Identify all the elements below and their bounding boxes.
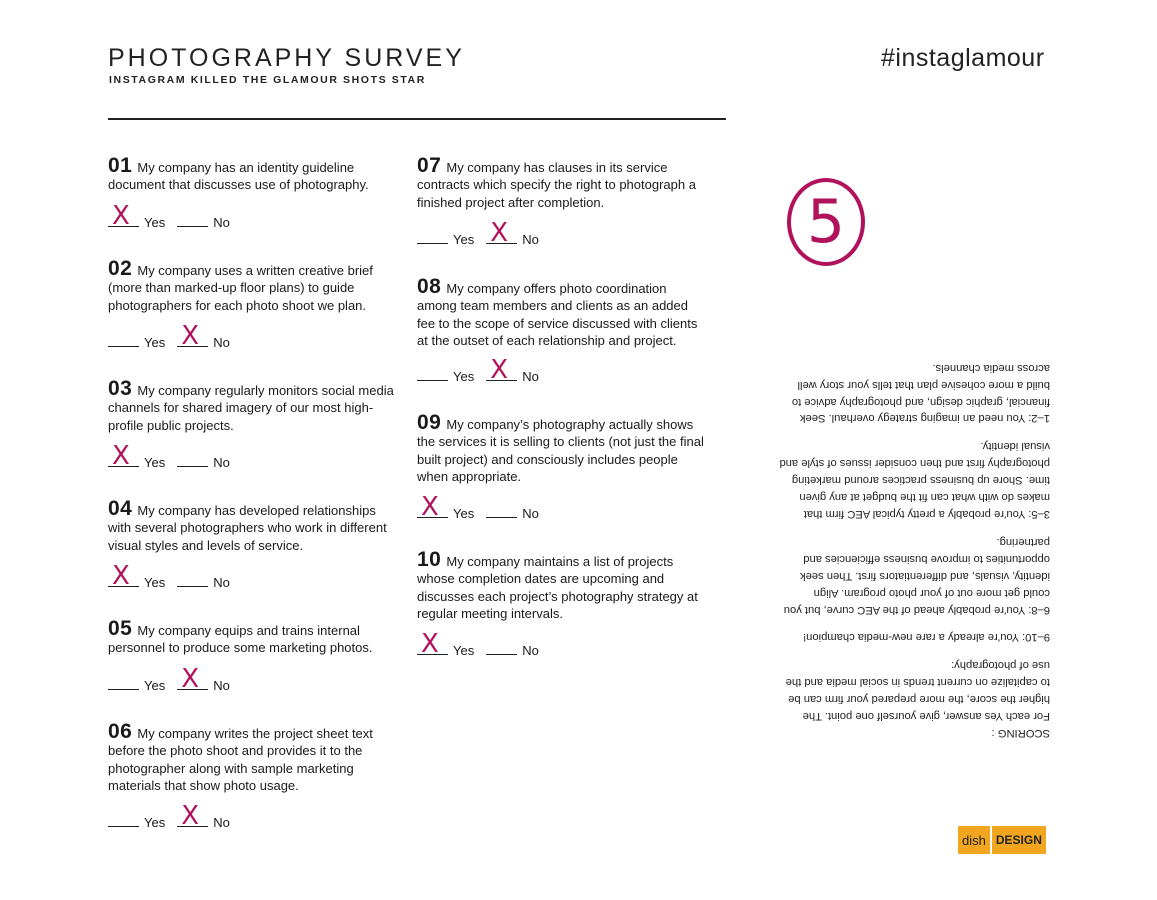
answer-row <box>417 629 539 661</box>
dish-design-logo <box>958 826 1049 854</box>
yes-label: Yes <box>453 643 475 658</box>
answer-row <box>108 801 230 833</box>
no-blank <box>177 573 208 587</box>
yes-option[interactable] <box>417 367 474 384</box>
yes-option[interactable] <box>417 629 475 659</box>
no-blank <box>486 355 517 385</box>
question-number: 08 <box>417 275 442 298</box>
question-08 <box>417 275 709 349</box>
x-mark-icon: X <box>112 561 130 591</box>
question-number: 05 <box>108 617 133 640</box>
yes-label: Yes <box>144 575 166 590</box>
question-number: 01 <box>108 154 133 177</box>
answer-row <box>108 561 230 593</box>
question-text: My company maintains a list of projects whose completion dates are upcoming and discusses each project’s photography strategy at regular meeting intervals. <box>417 554 698 621</box>
question-number: 04 <box>108 497 133 520</box>
no-label: No <box>213 815 230 830</box>
x-mark-icon: X <box>181 801 200 831</box>
question-10 <box>417 548 709 622</box>
question-09 <box>417 411 709 485</box>
scoring-intro: For each Yes answer, give yourself one point. The higher the score, the more prepared your firm can be to capitalize on current trends in social media and the use of photography: <box>785 659 1050 723</box>
x-mark-icon: X <box>181 321 200 351</box>
yes-option[interactable] <box>108 201 166 231</box>
answer-row <box>108 664 230 696</box>
x-mark-icon: X <box>421 629 439 659</box>
no-label: No <box>213 215 230 230</box>
yes-blank <box>417 492 448 522</box>
scoring-tier: 6–8: You’re probably ahead of the AEC curve, but you could get more out of your photo program. Align identity, visuals, and differentiators first. Then seek opportunities to improve business efficiencies and partnering. <box>783 536 1050 616</box>
no-option[interactable] <box>486 504 539 521</box>
question-text: My company equips and trains internal personnel to produce some marketing photos. <box>108 623 373 656</box>
x-mark-icon: X <box>490 218 509 248</box>
scoring-block <box>776 348 1050 741</box>
logo-design: DESIGN <box>990 826 1046 854</box>
question-text: My company has developed relationships with several photographers who work in different visual styles and levels of service. <box>108 503 387 553</box>
no-blank <box>177 664 208 694</box>
no-option[interactable] <box>177 573 230 590</box>
x-mark-icon: X <box>490 355 509 385</box>
answer-row <box>108 321 230 353</box>
question-text: My company regularly monitors social media channels for shared imagery of our most high-profile public projects. <box>108 383 394 433</box>
header-rule <box>108 118 726 120</box>
question-number: 03 <box>108 377 133 400</box>
scoring-tier: 1–2: You need an imaging strategy overhaul. Seek financial, graphic design, and photography advice to build a more cohesive plan that tells your story well across media channels. <box>791 361 1050 425</box>
question-07 <box>417 154 709 211</box>
yes-blank <box>108 441 139 471</box>
no-label: No <box>522 506 539 521</box>
hashtag: #instaglamour <box>881 44 1045 72</box>
yes-label: Yes <box>144 815 166 830</box>
yes-blank <box>108 201 139 231</box>
logo-dish: dish <box>958 826 990 854</box>
no-label: No <box>213 575 230 590</box>
question-number: 02 <box>108 257 133 280</box>
answer-row <box>108 201 230 233</box>
yes-option[interactable] <box>108 813 165 830</box>
yes-option[interactable] <box>417 230 474 247</box>
no-option[interactable] <box>177 453 230 470</box>
scoring-tier: 3–5: You’re probably a pretty typical AEC firm that makes do with what can fit the budget at any given time. Shore up business practices around marketing photography first and then consider issues of style and visual identity. <box>779 440 1050 521</box>
question-number: 07 <box>417 154 442 177</box>
x-mark-icon: X <box>181 664 200 694</box>
answer-row <box>417 492 539 524</box>
page-title: PHOTOGRAPHY SURVEY <box>108 44 465 72</box>
question-04 <box>108 497 400 554</box>
score-value: 5 <box>806 187 846 257</box>
question-text: My company writes the project sheet text before the photo shoot and provides it to the photographer along with sample marketing materials that show photo usage. <box>108 726 373 793</box>
question-03 <box>108 377 400 434</box>
answer-row <box>108 441 230 473</box>
no-option[interactable] <box>177 321 230 351</box>
yes-label: Yes <box>453 506 475 521</box>
no-blank <box>177 801 208 831</box>
no-blank <box>177 453 208 467</box>
question-text: My company’s photography actually shows the services it is selling to clients (not just the final built project) and consciously includes people when appropriate. <box>417 417 704 484</box>
question-text: My company has clauses in its service contracts which specify the right to photograph a finished project after completion. <box>417 160 696 210</box>
yes-label: Yes <box>144 455 166 470</box>
x-mark-icon: X <box>421 492 439 522</box>
question-number: 09 <box>417 411 442 434</box>
no-option[interactable] <box>177 664 230 694</box>
yes-label: Yes <box>144 335 166 350</box>
no-blank <box>177 213 208 227</box>
yes-blank <box>108 333 139 347</box>
yes-blank <box>108 813 139 827</box>
scoring-heading: SCORING : <box>991 727 1050 740</box>
no-label: No <box>213 335 230 350</box>
yes-label: Yes <box>453 232 475 247</box>
no-label: No <box>213 455 230 470</box>
score-circle <box>787 178 865 266</box>
no-option[interactable] <box>177 213 230 230</box>
scoring-tier: 9–10: You’re already a rare new-media champion! <box>803 631 1050 644</box>
yes-blank <box>417 367 448 381</box>
answer-row <box>417 218 539 250</box>
yes-blank <box>108 676 139 690</box>
no-blank <box>177 321 208 351</box>
yes-option[interactable] <box>108 561 166 591</box>
yes-label: Yes <box>144 678 166 693</box>
question-02 <box>108 257 400 314</box>
question-text: My company has an identity guideline document that discusses use of photography. <box>108 160 369 193</box>
no-blank <box>486 218 517 248</box>
no-blank <box>486 641 517 655</box>
no-label: No <box>213 678 230 693</box>
no-label: No <box>522 369 539 384</box>
yes-label: Yes <box>144 215 166 230</box>
yes-blank <box>108 561 139 591</box>
yes-option[interactable] <box>417 492 475 522</box>
no-option[interactable] <box>486 218 539 248</box>
yes-option[interactable] <box>108 676 165 693</box>
no-option[interactable] <box>486 641 539 658</box>
question-text: My company offers photo coordination among team members and clients as an added fee to the scope of service discussed with clients at the outset of each relationship and project. <box>417 281 698 348</box>
yes-blank <box>417 230 448 244</box>
question-number: 06 <box>108 720 133 743</box>
question-text: My company uses a written creative brief (more than marked-up floor plans) to guide photographers for each photo shoot we plan. <box>108 263 373 313</box>
x-mark-icon: X <box>112 441 130 471</box>
x-mark-icon: X <box>112 201 130 231</box>
question-01 <box>108 154 400 194</box>
yes-blank <box>417 629 448 659</box>
no-option[interactable] <box>177 801 230 831</box>
no-blank <box>486 504 517 518</box>
yes-option[interactable] <box>108 441 166 471</box>
page-subtitle: INSTAGRAM KILLED THE GLAMOUR SHOTS STAR <box>109 74 426 86</box>
no-label: No <box>522 232 539 247</box>
question-number: 10 <box>417 548 442 571</box>
no-label: No <box>522 643 539 658</box>
question-06 <box>108 720 400 794</box>
answer-row <box>417 355 539 387</box>
no-option[interactable] <box>486 355 539 385</box>
yes-label: Yes <box>453 369 475 384</box>
question-05 <box>108 617 400 657</box>
yes-option[interactable] <box>108 333 165 350</box>
